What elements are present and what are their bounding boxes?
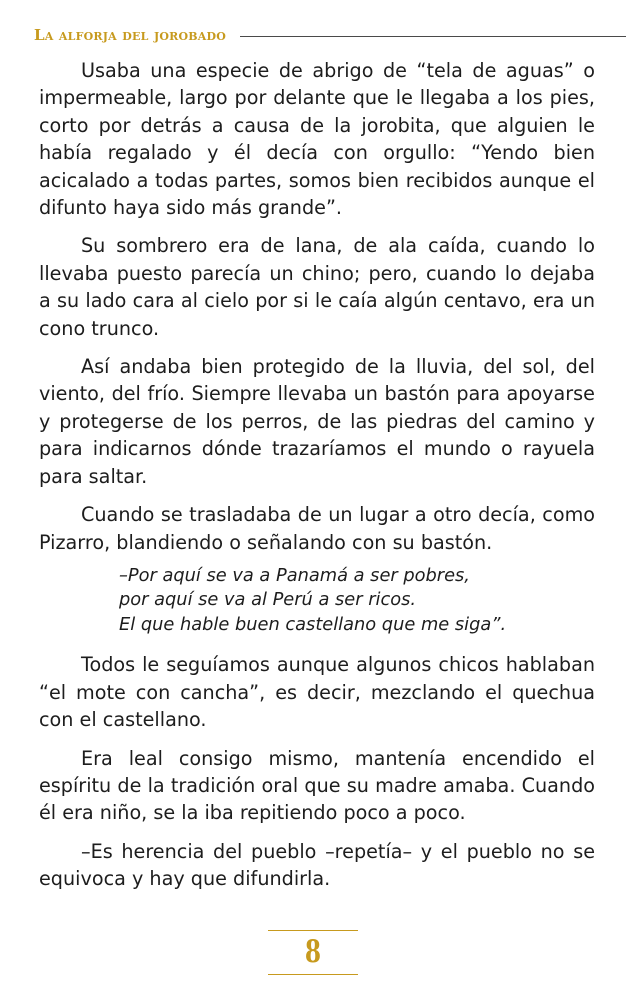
running-header-title: La alforja del jorobado [34, 26, 227, 44]
verse-line: por aquí se va al Perú a ser ricos. [119, 589, 417, 611]
verse-line: El que hable buen castellano que me siga”. [119, 613, 507, 635]
paragraph-sombrero: Su sombrero era de lana, de ala caída, cuando lo llevaba puesto parecía un chino; pero, cuando lo dejaba a su lado cara al cielo por si le caía algún centavo, era un cono trunco. [39, 234, 595, 340]
running-header [34, 26, 626, 44]
verse-quote [119, 564, 595, 638]
verse-line: –Por aquí se va a Panamá a ser pobres, [119, 564, 470, 586]
page-number: 8 [304, 934, 322, 970]
paragraph-mote-con-cancha: Todos le seguíamos aunque algunos chicos hablaban “el mote con cancha”, es decir, mezclando el quechua con el castellano. [39, 653, 595, 732]
header-rule [240, 36, 626, 37]
paragraph-baston: Así andaba bien protegido de la lluvia, del sol, del viento, del frío. Siempre llevaba un bastón para apoyarse y protegerse de los perros, de las piedras del camino y para indicarnos dónde trazaríamos el mundo o rayuela para saltar. [39, 355, 595, 488]
paragraph-herencia: –Es herencia del pueblo –repetía– y el pueblo no se equivoca y hay que difundirla. [39, 839, 595, 891]
page-folio [268, 930, 358, 976]
paragraph-abrigo: Usaba una especie de abrigo de “tela de aguas” o impermeable, largo por delante que le llegaba a los pies, corto por detrás a causa de la jorobita, que alguien le había regalado y él decía con orgullo: “Yendo bien acicalado a todas partes, somos bien recibidos aunque el difunto haya sido más grande”. [39, 59, 595, 220]
folio-rule-bottom [268, 974, 358, 975]
body-text [39, 57, 595, 904]
paragraph-tradicion-oral: Era leal consigo mismo, mantenía encendido el espíritu de la tradición oral que su madre amaba. Cuando él era niño, se la iba repitiendo poco a poco. [39, 746, 595, 825]
paragraph-pizarro: Cuando se trasladaba de un lugar a otro decía, como Pizarro, blandiendo o señalando con su bastón. [39, 503, 595, 554]
folio-rule-top [268, 930, 358, 931]
